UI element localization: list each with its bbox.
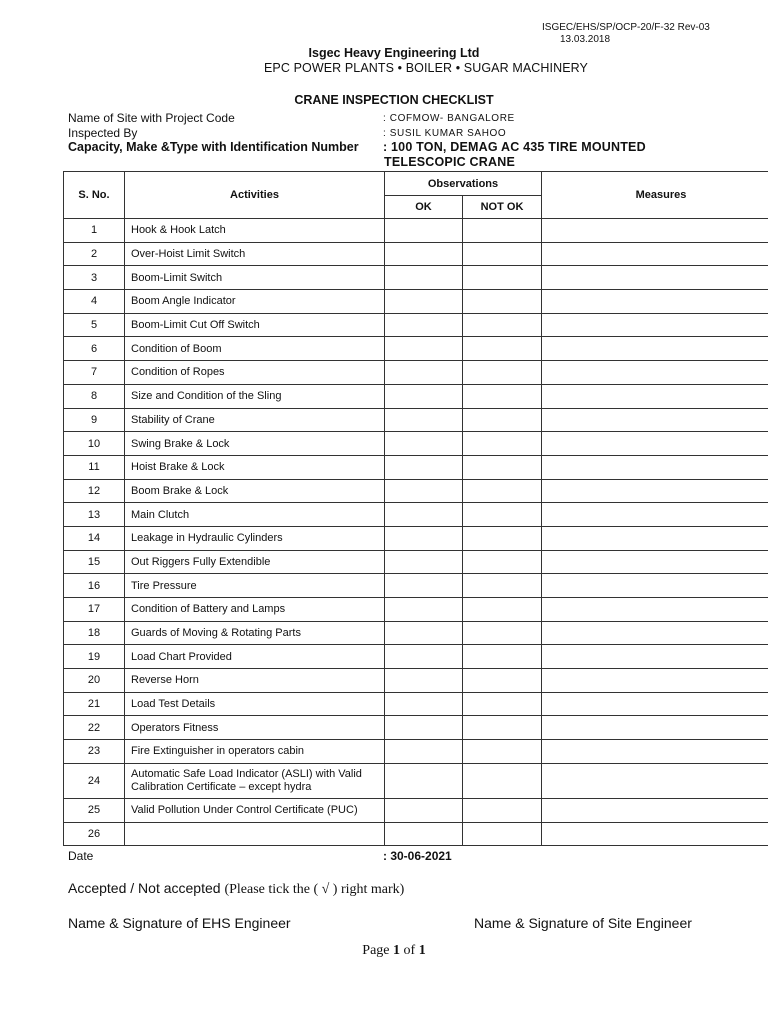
site-value: : COFMOW- BANGALORE — [383, 113, 515, 124]
row-activity: Reverse Horn — [125, 669, 385, 693]
capacity-label: Capacity, Make &Type with Identification Number — [68, 140, 359, 154]
row-sno: 5 — [64, 313, 125, 337]
ok-cell[interactable] — [385, 550, 463, 574]
table-row — [64, 798, 768, 822]
ok-cell[interactable] — [385, 763, 463, 798]
measures-cell[interactable] — [542, 455, 768, 479]
measures-cell[interactable] — [542, 598, 768, 622]
row-activity: Valid Pollution Under Control Certificate (PUC) — [125, 798, 385, 822]
row-activity: Automatic Safe Load Indicator (ASLI) with Valid Calibration Certificate – except hydra — [125, 763, 385, 798]
row-activity: Swing Brake & Lock — [125, 432, 385, 456]
page-title: CRANE INSPECTION CHECKLIST — [294, 93, 494, 107]
row-sno: 9 — [64, 408, 125, 432]
ehs-signature-label: Name & Signature of EHS Engineer — [68, 915, 291, 931]
not-ok-cell[interactable] — [463, 645, 542, 669]
not-ok-cell[interactable] — [463, 242, 542, 266]
table-row — [64, 716, 768, 740]
header-observations: Observations — [385, 172, 542, 196]
page-current: 1 — [393, 943, 401, 958]
not-ok-cell[interactable] — [463, 740, 542, 764]
measures-cell[interactable] — [542, 384, 768, 408]
ok-cell[interactable] — [385, 266, 463, 290]
not-ok-cell[interactable] — [463, 455, 542, 479]
table-row — [64, 242, 768, 266]
not-ok-cell[interactable] — [463, 290, 542, 314]
acceptance-text: Accepted / Not accepted — [68, 880, 221, 896]
row-sno: 20 — [64, 669, 125, 693]
table-row — [64, 313, 768, 337]
ok-cell[interactable] — [385, 290, 463, 314]
row-activity: Leakage in Hydraulic Cylinders — [125, 526, 385, 550]
ok-cell[interactable] — [385, 361, 463, 385]
not-ok-cell[interactable] — [463, 408, 542, 432]
not-ok-cell[interactable] — [463, 716, 542, 740]
date-label: Date — [68, 849, 94, 863]
row-sno: 1 — [64, 219, 125, 243]
ok-cell[interactable] — [385, 503, 463, 527]
ok-cell[interactable] — [385, 432, 463, 456]
document-reference — [542, 22, 722, 46]
measures-cell[interactable] — [542, 798, 768, 822]
table-row — [64, 337, 768, 361]
not-ok-cell[interactable] — [463, 822, 542, 846]
table-row — [64, 503, 768, 527]
ok-cell[interactable] — [385, 242, 463, 266]
company-name: Isgec Heavy Engineering Ltd — [308, 46, 480, 60]
not-ok-cell[interactable] — [463, 313, 542, 337]
row-activity: Operators Fitness — [125, 716, 385, 740]
not-ok-cell[interactable] — [463, 798, 542, 822]
table-row — [64, 266, 768, 290]
measures-cell[interactable] — [542, 242, 768, 266]
row-activity: Fire Extinguisher in operators cabin — [125, 740, 385, 764]
not-ok-cell[interactable] — [463, 361, 542, 385]
table-row — [64, 645, 768, 669]
measures-cell[interactable] — [542, 692, 768, 716]
measures-cell[interactable] — [542, 645, 768, 669]
table-row — [64, 822, 768, 846]
capacity-value-line1: : 100 TON, DEMAG AC 435 TIRE MOUNTED — [383, 140, 646, 154]
company-tagline: EPC POWER PLANTS • BOILER • SUGAR MACHINERY — [264, 61, 588, 75]
row-sno: 18 — [64, 621, 125, 645]
not-ok-cell[interactable] — [463, 479, 542, 503]
inspector-label: Inspected By — [68, 126, 138, 140]
measures-cell[interactable] — [542, 763, 768, 798]
page-prefix: Page — [362, 943, 390, 958]
header-activities: Activities — [125, 172, 385, 219]
table-row — [64, 455, 768, 479]
measures-cell[interactable] — [542, 621, 768, 645]
not-ok-cell[interactable] — [463, 337, 542, 361]
row-activity: Stability of Crane — [125, 408, 385, 432]
row-activity: Guards of Moving & Rotating Parts — [125, 621, 385, 645]
ok-cell[interactable] — [385, 337, 463, 361]
ok-cell[interactable] — [385, 822, 463, 846]
ok-cell[interactable] — [385, 526, 463, 550]
row-activity: Hoist Brake & Lock — [125, 455, 385, 479]
not-ok-cell[interactable] — [463, 266, 542, 290]
not-ok-cell[interactable] — [463, 384, 542, 408]
ok-cell[interactable] — [385, 598, 463, 622]
measures-cell[interactable] — [542, 740, 768, 764]
page-of: of — [403, 943, 416, 958]
ok-cell[interactable] — [385, 455, 463, 479]
row-sno: 16 — [64, 574, 125, 598]
measures-cell[interactable] — [542, 716, 768, 740]
ok-cell[interactable] — [385, 645, 463, 669]
not-ok-cell[interactable] — [463, 432, 542, 456]
measures-cell[interactable] — [542, 337, 768, 361]
not-ok-cell[interactable] — [463, 621, 542, 645]
row-sno: 26 — [64, 822, 125, 846]
header-measures: Measures — [542, 172, 768, 219]
page-total: 1 — [418, 943, 426, 958]
not-ok-cell[interactable] — [463, 503, 542, 527]
ok-cell[interactable] — [385, 574, 463, 598]
measures-cell[interactable] — [542, 432, 768, 456]
page-number — [0, 943, 768, 959]
table-row — [64, 290, 768, 314]
header-sno: S. No. — [64, 172, 125, 219]
row-activity: Condition of Battery and Lamps — [125, 598, 385, 622]
table-row — [64, 692, 768, 716]
row-sno: 24 — [64, 763, 125, 798]
row-sno: 22 — [64, 716, 125, 740]
row-sno: 15 — [64, 550, 125, 574]
row-activity — [125, 822, 385, 846]
table-row — [64, 669, 768, 693]
row-activity: Hook & Hook Latch — [125, 219, 385, 243]
row-activity: Over-Hoist Limit Switch — [125, 242, 385, 266]
date-value: : 30-06-2021 — [383, 849, 452, 863]
ok-cell[interactable] — [385, 621, 463, 645]
not-ok-cell[interactable] — [463, 550, 542, 574]
capacity-value-line2: TELESCOPIC CRANE — [384, 155, 515, 169]
not-ok-cell[interactable] — [463, 763, 542, 798]
inspector-value: : SUSIL KUMAR SAHOO — [383, 128, 507, 139]
measures-cell[interactable] — [542, 503, 768, 527]
table-row — [64, 574, 768, 598]
acceptance-note: (Please tick the ( √ ) right mark) — [224, 882, 405, 897]
measures-cell[interactable] — [542, 290, 768, 314]
measures-cell[interactable] — [542, 550, 768, 574]
ok-cell[interactable] — [385, 408, 463, 432]
ok-cell[interactable] — [385, 313, 463, 337]
row-activity: Condition of Boom — [125, 337, 385, 361]
row-activity: Tire Pressure — [125, 574, 385, 598]
row-sno: 10 — [64, 432, 125, 456]
table-row — [64, 479, 768, 503]
row-sno: 25 — [64, 798, 125, 822]
table-row — [64, 550, 768, 574]
table-row — [64, 219, 768, 243]
document-date: 13.03.2018 — [560, 34, 611, 45]
site-signature-label: Name & Signature of Site Engineer — [474, 915, 692, 931]
header-not-ok: NOT OK — [463, 196, 542, 219]
row-sno: 17 — [64, 598, 125, 622]
measures-cell[interactable] — [542, 574, 768, 598]
ok-cell[interactable] — [385, 219, 463, 243]
row-activity: Boom-Limit Switch — [125, 266, 385, 290]
measures-cell[interactable] — [542, 408, 768, 432]
row-sno: 2 — [64, 242, 125, 266]
measures-cell[interactable] — [542, 526, 768, 550]
table-row — [64, 763, 768, 798]
table-row — [64, 740, 768, 764]
row-activity: Boom-Limit Cut Off Switch — [125, 313, 385, 337]
not-ok-cell[interactable] — [463, 574, 542, 598]
ok-cell[interactable] — [385, 669, 463, 693]
measures-cell[interactable] — [542, 669, 768, 693]
row-sno: 11 — [64, 455, 125, 479]
measures-cell[interactable] — [542, 266, 768, 290]
table-row — [64, 432, 768, 456]
not-ok-cell[interactable] — [463, 692, 542, 716]
table-row — [64, 598, 768, 622]
ok-cell[interactable] — [385, 384, 463, 408]
table-row — [64, 408, 768, 432]
header-ok: OK — [385, 196, 463, 219]
row-sno: 4 — [64, 290, 125, 314]
row-activity: Main Clutch — [125, 503, 385, 527]
ok-cell[interactable] — [385, 479, 463, 503]
measures-cell[interactable] — [542, 219, 768, 243]
ok-cell[interactable] — [385, 798, 463, 822]
ok-cell[interactable] — [385, 692, 463, 716]
ok-cell[interactable] — [385, 740, 463, 764]
measures-cell[interactable] — [542, 313, 768, 337]
row-sno: 7 — [64, 361, 125, 385]
not-ok-cell[interactable] — [463, 669, 542, 693]
not-ok-cell[interactable] — [463, 598, 542, 622]
ok-cell[interactable] — [385, 716, 463, 740]
row-sno: 21 — [64, 692, 125, 716]
row-activity: Load Test Details — [125, 692, 385, 716]
measures-cell[interactable] — [542, 822, 768, 846]
row-sno: 8 — [64, 384, 125, 408]
measures-cell[interactable] — [542, 479, 768, 503]
table-row — [64, 621, 768, 645]
row-sno: 12 — [64, 479, 125, 503]
row-activity: Size and Condition of the Sling — [125, 384, 385, 408]
row-activity: Condition of Ropes — [125, 361, 385, 385]
row-sno: 13 — [64, 503, 125, 527]
measures-cell[interactable] — [542, 361, 768, 385]
row-sno: 19 — [64, 645, 125, 669]
inspection-table — [63, 171, 768, 846]
row-activity: Out Riggers Fully Extendible — [125, 550, 385, 574]
table-row — [64, 384, 768, 408]
row-sno: 6 — [64, 337, 125, 361]
row-sno: 23 — [64, 740, 125, 764]
not-ok-cell[interactable] — [463, 219, 542, 243]
capacity-value — [383, 140, 646, 170]
row-sno: 14 — [64, 526, 125, 550]
row-activity: Load Chart Provided — [125, 645, 385, 669]
not-ok-cell[interactable] — [463, 526, 542, 550]
row-activity: Boom Brake & Lock — [125, 479, 385, 503]
table-row — [64, 526, 768, 550]
row-sno: 3 — [64, 266, 125, 290]
acceptance-line — [68, 880, 404, 898]
document-code: ISGEC/EHS/SP/OCP-20/F-32 Rev-03 — [542, 22, 710, 33]
row-activity: Boom Angle Indicator — [125, 290, 385, 314]
table-row — [64, 361, 768, 385]
site-label: Name of Site with Project Code — [68, 111, 235, 125]
